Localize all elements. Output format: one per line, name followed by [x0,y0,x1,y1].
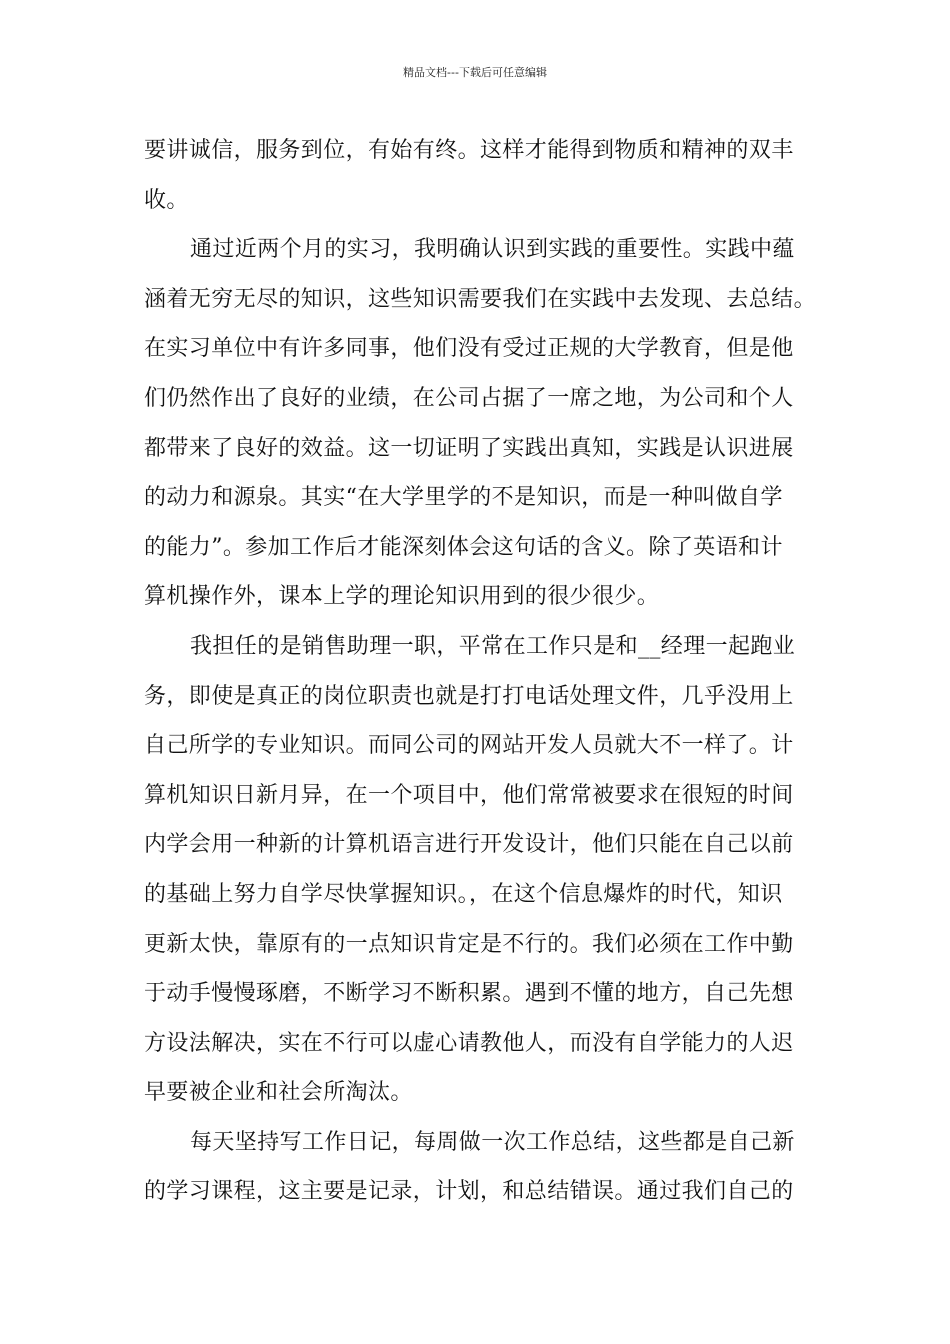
text-line: 于动手慢慢琢磨，不断学习不断积累。遇到不懂的地方，自己先想 [144,981,794,1007]
text-line: 涵着无穷无尽的知识，这些知识需要我们在实践中去发现、去总结。 [144,286,817,312]
text-line: 通过近两个月的实习，我明确认识到实践的重要性。实践中蕴 [190,237,795,263]
text-line: 算机操作外，课本上学的理论知识用到的很少很少。 [144,584,660,610]
text-line: 要讲诚信，服务到位，有始有终。这样才能得到物质和精神的双丰 [144,138,794,163]
text-line: 内学会用一种新的计算机语言进行开发设计，他们只能在自己以前 [144,832,794,858]
page-header: 精品文档---下载后可任意编辑 [403,66,547,79]
text-line: 算机知识日新月异，在一个项目中，他们常常被要求在很短的时间 [144,782,794,808]
text-line: 务，即使是真正的岗位职责也就是打打电话处理文件，几乎没用上 [144,683,794,709]
text-line: 都带来了良好的效益。这一切证明了实践出真知，实践是认识进展 [144,435,794,461]
paragraph [144,126,808,225]
text-line: 自己所学的专业知识。而同公司的网站开发人员就大不一样了。计 [144,733,794,759]
text-line: 我担任的是销售助理一职，平常在工作只是和__经理一起跑业 [190,633,796,659]
text-line: 的基础上努力自学尽快掌握知识。，在这个信息爆炸的时代，知识 [144,881,783,907]
text-line: 早要被企业和社会所淘汰。 [144,1080,413,1106]
paragraph [144,622,808,1118]
paragraph [144,225,817,622]
text-line: 在实习单位中有许多同事，他们没有受过正规的大学教育，但是他 [144,336,794,362]
document-body [144,126,817,1217]
text-line: 收。 [144,187,189,213]
paragraph [144,1118,808,1217]
text-line: 的能力”。参加工作后才能深刻体会这句话的含义。除了英语和计 [144,534,783,560]
text-line: 更新太快，靠原有的一点知识肯定是不行的。我们必须在工作中勤 [144,931,794,957]
text-line: 方设法解决，实在不行可以虚心请教他人，而没有自学能力的人迟 [144,1030,794,1056]
text-line: 们仍然作出了良好的业绩，在公司占据了一席之地，为公司和个人 [144,385,794,411]
text-line: 的动力和源泉。其实“在大学里学的不是知识，而是一种叫做自学 [144,485,783,511]
text-line: 的学习课程，这主要是记录，计划，和总结错误。通过我们自己的 [144,1179,794,1205]
text-line: 每天坚持写工作日记，每周做一次工作总结，这些都是自己新 [190,1129,795,1155]
